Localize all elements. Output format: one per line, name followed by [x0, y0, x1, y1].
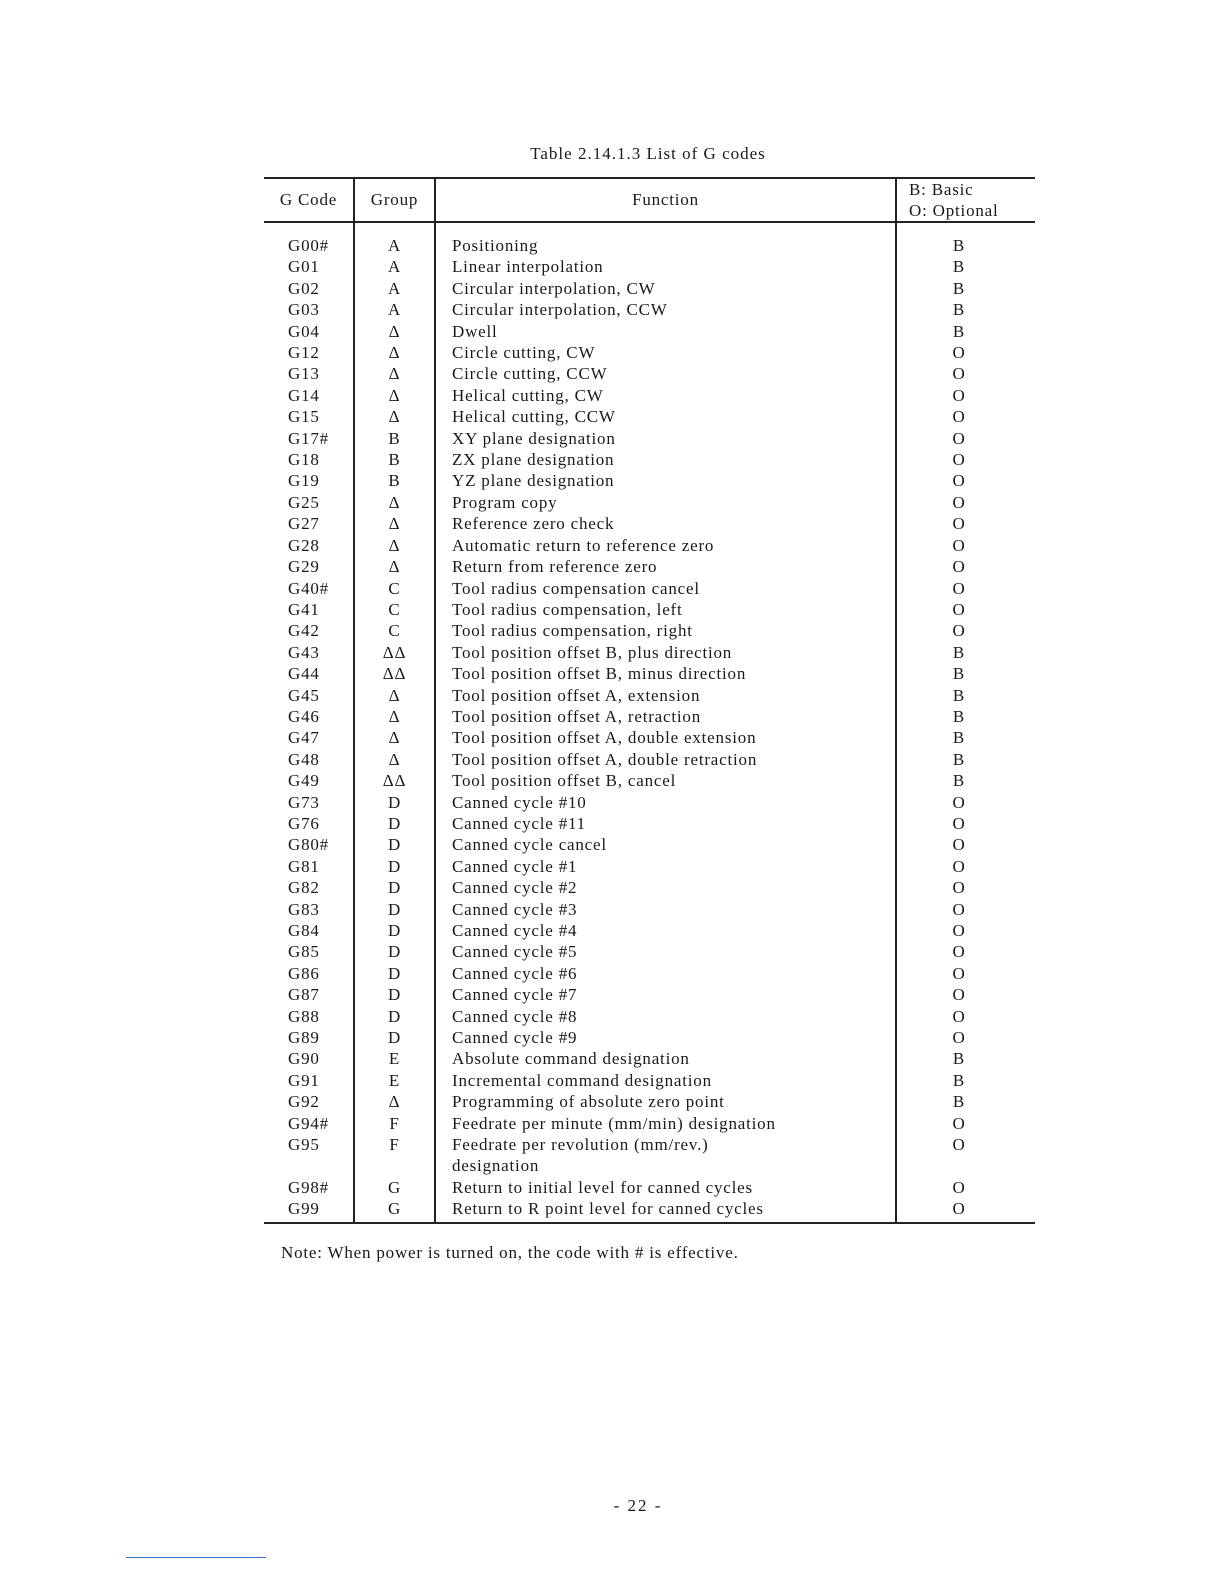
table-row: [264, 385, 1035, 406]
group-cell: ΔΔ: [354, 663, 435, 684]
function-cell: [435, 299, 896, 320]
function-cell: [435, 342, 896, 363]
group-cell: B: [354, 428, 435, 449]
group-cell: Δ: [354, 556, 435, 577]
table-row: [264, 899, 1035, 920]
function-text: Tool position offset A, double retraction: [452, 749, 758, 769]
group-cell: Δ: [354, 492, 435, 513]
function-text: Incremental command designation: [452, 1070, 712, 1090]
basic-optional-cell: B: [896, 685, 1035, 706]
group-cell: G: [354, 1198, 435, 1222]
g-code-cell: G92: [288, 1092, 320, 1112]
function-cell: [435, 321, 896, 342]
basic-optional-cell: O: [896, 599, 1035, 620]
g-code-table: [264, 177, 1035, 1224]
group-cell: D: [354, 877, 435, 898]
function-cell: [435, 1177, 896, 1198]
g-code-cell: G15: [288, 407, 320, 427]
basic-optional-cell: O: [896, 856, 1035, 877]
basic-optional-cell: O: [896, 556, 1035, 577]
group-cell: Δ: [354, 385, 435, 406]
function-cell: [435, 1048, 896, 1069]
group-cell: Δ: [354, 513, 435, 534]
g-code-cell: G84: [288, 921, 320, 940]
g-code-cell: G80#: [288, 835, 329, 855]
basic-optional-cell: B: [896, 749, 1035, 770]
basic-optional-cell: B: [896, 278, 1035, 299]
group-cell: Δ: [354, 406, 435, 427]
function-text: Feedrate per minute (mm/min) designation: [452, 1113, 776, 1133]
function-text-continued: designation: [452, 1156, 540, 1176]
function-text: Tool radius compensation cancel: [452, 578, 700, 598]
g-code-cell: G12: [288, 343, 320, 363]
table-row: [264, 941, 1035, 962]
function-cell: [435, 363, 896, 384]
basic-optional-cell: B: [896, 299, 1035, 320]
table-row: [264, 620, 1035, 641]
table-row: [264, 1091, 1035, 1112]
basic-optional-cell: O: [896, 813, 1035, 834]
group-cell: E: [354, 1048, 435, 1069]
table-row: [264, 792, 1035, 813]
header-function: Function: [435, 178, 896, 222]
function-cell: [435, 1006, 896, 1027]
function-text: Return from reference zero: [452, 557, 658, 577]
table-row: [264, 428, 1035, 449]
group-cell: C: [354, 599, 435, 620]
group-cell: D: [354, 899, 435, 920]
function-cell: [435, 834, 896, 855]
basic-optional-cell: O: [896, 428, 1035, 449]
basic-optional-cell: O: [896, 963, 1035, 984]
function-text: YZ plane designation: [452, 471, 615, 491]
function-text: Tool radius compensation, right: [452, 621, 693, 641]
function-cell: [435, 920, 896, 941]
table-row: [264, 877, 1035, 898]
g-code-cell: G87: [288, 985, 320, 1005]
g-code-cell: G43: [288, 642, 320, 662]
basic-optional-cell: O: [896, 941, 1035, 962]
g-code-cell: G41: [288, 599, 320, 619]
function-cell: [435, 428, 896, 449]
table-row: [264, 299, 1035, 320]
group-cell: D: [354, 963, 435, 984]
footer-rule: [126, 1557, 266, 1558]
function-cell: [435, 1027, 896, 1048]
page-number: - 22 -: [613, 1496, 663, 1515]
table-row: [264, 578, 1035, 599]
g-code-cell: G27: [288, 514, 320, 534]
function-cell: [435, 620, 896, 641]
basic-optional-cell: B: [896, 663, 1035, 684]
function-cell: [435, 792, 896, 813]
table-header: [264, 178, 1035, 222]
function-cell: [435, 963, 896, 984]
group-cell: D: [354, 856, 435, 877]
g-code-cell: G25: [288, 492, 320, 512]
g-code-cell: G86: [288, 963, 320, 983]
table-row: [264, 749, 1035, 770]
function-text: Canned cycle #3: [452, 899, 578, 919]
g-code-cell: G44: [288, 664, 320, 684]
table-row: [264, 470, 1035, 491]
basic-optional-cell: O: [896, 535, 1035, 556]
g-code-cell: G85: [288, 942, 320, 962]
function-text: Canned cycle #5: [452, 942, 578, 962]
function-cell: [435, 556, 896, 577]
basic-optional-cell: O: [896, 1027, 1035, 1048]
g-code-cell: G48: [288, 749, 320, 769]
g-code-cell: G83: [288, 899, 320, 919]
function-cell: [435, 222, 896, 256]
function-cell: [435, 406, 896, 427]
function-cell: [435, 1134, 896, 1177]
basic-optional-cell: B: [896, 222, 1035, 256]
g-code-cell: G18: [288, 450, 320, 470]
basic-optional-cell: O: [896, 492, 1035, 513]
function-text: Circle cutting, CW: [452, 343, 596, 363]
table-row: [264, 963, 1035, 984]
header-basic-optional: [896, 178, 1035, 222]
basic-optional-cell: O: [896, 620, 1035, 641]
g-code-cell: G17#: [288, 428, 329, 448]
function-cell: [435, 1091, 896, 1112]
basic-optional-cell: B: [896, 642, 1035, 663]
g-code-cell: G94#: [288, 1113, 329, 1133]
function-cell: [435, 770, 896, 791]
g-code-cell: G99: [264, 1198, 354, 1222]
function-cell: [435, 749, 896, 770]
group-cell: Δ: [354, 363, 435, 384]
function-cell: [435, 492, 896, 513]
table-row: [264, 492, 1035, 513]
basic-optional-cell: B: [896, 1070, 1035, 1091]
function-cell: [435, 727, 896, 748]
table-row: [264, 770, 1035, 791]
function-text: Canned cycle #2: [452, 878, 578, 898]
g-code-cell: G82: [288, 878, 320, 898]
basic-optional-cell: O: [896, 513, 1035, 534]
function-text: Canned cycle #7: [452, 985, 578, 1005]
table-row: [264, 984, 1035, 1005]
g-code-cell: G03: [288, 300, 320, 320]
function-text: Dwell: [452, 321, 498, 341]
group-cell: Δ: [354, 706, 435, 727]
basic-optional-cell: B: [896, 1091, 1035, 1112]
table-row: [264, 222, 1035, 256]
basic-optional-cell: O: [896, 792, 1035, 813]
group-cell: Δ: [354, 321, 435, 342]
group-cell: D: [354, 1027, 435, 1048]
basic-optional-cell: O: [896, 449, 1035, 470]
basic-optional-cell: O: [896, 834, 1035, 855]
basic-optional-cell: O: [896, 1198, 1035, 1222]
function-cell: [435, 813, 896, 834]
function-text: ZX plane designation: [452, 450, 615, 470]
g-code-cell: G76: [288, 813, 320, 833]
function-text: Circle cutting, CCW: [452, 364, 608, 384]
function-text: Return to R point level for canned cycles: [452, 1199, 764, 1219]
group-cell: F: [354, 1113, 435, 1134]
group-cell: Δ: [354, 342, 435, 363]
table-row: [264, 856, 1035, 877]
function-text: Automatic return to reference zero: [452, 535, 715, 555]
table-row: [264, 642, 1035, 663]
basic-optional-cell: O: [896, 363, 1035, 384]
group-cell: Δ: [354, 535, 435, 556]
function-text: Return to initial level for canned cycles: [452, 1177, 753, 1197]
group-cell: B: [354, 470, 435, 491]
table-row: [264, 1113, 1035, 1134]
basic-optional-cell: B: [896, 770, 1035, 791]
group-cell: D: [354, 834, 435, 855]
group-cell: E: [354, 1070, 435, 1091]
table-row: [264, 599, 1035, 620]
table-row: [264, 1006, 1035, 1027]
basic-optional-cell: B: [896, 706, 1035, 727]
function-text: Canned cycle #11: [452, 813, 586, 833]
g-code-cell: G88: [288, 1006, 320, 1026]
header-g-code: G Code: [264, 178, 354, 222]
function-text: Canned cycle #8: [452, 1006, 578, 1026]
basic-optional-cell: O: [896, 342, 1035, 363]
g-code-cell: G81: [288, 856, 320, 876]
function-cell: [435, 941, 896, 962]
function-text: Circular interpolation, CW: [452, 278, 656, 298]
table-row: [264, 706, 1035, 727]
function-text: Absolute command designation: [452, 1049, 690, 1069]
g-code-cell: G28: [288, 535, 320, 555]
table-row: [264, 663, 1035, 684]
basic-optional-cell: B: [896, 256, 1035, 277]
basic-optional-cell: O: [896, 984, 1035, 1005]
basic-optional-cell: O: [896, 920, 1035, 941]
function-text: Tool position offset A, extension: [452, 685, 701, 705]
g-code-cell: G90: [288, 1049, 320, 1069]
group-cell: ΔΔ: [354, 642, 435, 663]
basic-optional-cell: O: [896, 899, 1035, 920]
g-code-cell: G89: [288, 1028, 320, 1048]
table-row: [264, 1048, 1035, 1069]
g-code-cell: G47: [288, 728, 320, 748]
group-cell: B: [354, 449, 435, 470]
function-cell: [435, 1113, 896, 1134]
table-row: [264, 1027, 1035, 1048]
table-row: [264, 363, 1035, 384]
header-group: Group: [354, 178, 435, 222]
function-text: Tool position offset B, minus direction: [452, 664, 747, 684]
function-cell: [435, 385, 896, 406]
function-text: Helical cutting, CCW: [452, 407, 616, 427]
group-cell: A: [354, 278, 435, 299]
basic-optional-cell: O: [896, 406, 1035, 427]
basic-optional-cell: O: [896, 1006, 1035, 1027]
function-text: Canned cycle #10: [452, 792, 587, 812]
g-code-cell: G42: [288, 621, 320, 641]
basic-optional-cell: O: [896, 1177, 1035, 1198]
table-row: [264, 834, 1035, 855]
group-cell: Δ: [354, 1091, 435, 1112]
basic-optional-cell: O: [896, 470, 1035, 491]
group-cell: Δ: [354, 749, 435, 770]
group-cell: A: [354, 256, 435, 277]
group-cell: C: [354, 620, 435, 641]
table-row: [264, 256, 1035, 277]
function-text: Canned cycle #9: [452, 1028, 578, 1048]
table-row: [264, 449, 1035, 470]
group-cell: F: [354, 1134, 435, 1177]
function-cell: [435, 685, 896, 706]
table-row: [264, 535, 1035, 556]
header-optional-label: O: Optional: [909, 201, 999, 220]
function-cell: [435, 256, 896, 277]
basic-optional-cell: B: [896, 1048, 1035, 1069]
function-text: Canned cycle #1: [452, 856, 578, 876]
function-cell: [435, 578, 896, 599]
function-cell: [435, 1070, 896, 1091]
basic-optional-cell: O: [896, 578, 1035, 599]
g-code-cell: G95: [288, 1135, 320, 1155]
function-cell: [435, 877, 896, 898]
basic-optional-cell: B: [896, 727, 1035, 748]
basic-optional-cell: O: [896, 877, 1035, 898]
table-row: [264, 278, 1035, 299]
table-row: [264, 1134, 1035, 1177]
function-text: Tool position offset A, double extension: [452, 728, 757, 748]
function-text: Tool position offset A, retraction: [452, 706, 702, 726]
function-cell: [435, 856, 896, 877]
function-cell: [435, 899, 896, 920]
g-code-cell: G14: [288, 385, 320, 405]
function-text: Programming of absolute zero point: [452, 1092, 725, 1112]
group-cell: G: [354, 1177, 435, 1198]
g-code-cell: G49: [288, 771, 320, 791]
function-cell: [435, 984, 896, 1005]
group-cell: D: [354, 920, 435, 941]
function-text: Program copy: [452, 492, 558, 512]
g-code-cell: G19: [288, 471, 320, 491]
function-text: Tool radius compensation, left: [452, 599, 683, 619]
table-row: [264, 556, 1035, 577]
basic-optional-cell: B: [896, 321, 1035, 342]
function-cell: [435, 535, 896, 556]
function-text: Linear interpolation: [452, 257, 604, 277]
table-row: [264, 685, 1035, 706]
table-row: [264, 406, 1035, 427]
table-row: [264, 813, 1035, 834]
function-cell: [435, 278, 896, 299]
g-code-cell: G00#: [288, 236, 329, 255]
table-caption: Table 2.14.1.3 List of G codes: [530, 144, 766, 163]
footnote: Note: When power is turned on, the code with # is effective.: [281, 1243, 739, 1262]
function-cell: [435, 470, 896, 491]
group-cell: D: [354, 941, 435, 962]
group-cell: Δ: [354, 685, 435, 706]
table-row: [264, 920, 1035, 941]
basic-optional-cell: O: [896, 1113, 1035, 1134]
g-code-cell: G02: [288, 278, 320, 298]
g-code-cell: G45: [288, 685, 320, 705]
function-text: XY plane designation: [452, 428, 616, 448]
function-cell: [435, 706, 896, 727]
function-text: Canned cycle #4: [452, 921, 578, 940]
g-code-cell: G04: [288, 321, 320, 341]
function-cell: [435, 663, 896, 684]
group-cell: A: [354, 222, 435, 256]
group-cell: C: [354, 578, 435, 599]
header-basic-label: B: Basic: [909, 180, 974, 199]
table-row: [264, 1177, 1035, 1198]
g-code-cell: G29: [288, 557, 320, 577]
table-row: [264, 342, 1035, 363]
basic-optional-cell: O: [896, 385, 1035, 406]
group-cell: D: [354, 1006, 435, 1027]
table-row: [264, 1070, 1035, 1091]
table-body: [264, 222, 1035, 1223]
function-text: Reference zero check: [452, 514, 615, 534]
function-text: Canned cycle cancel: [452, 835, 607, 855]
group-cell: D: [354, 792, 435, 813]
function-cell: [435, 1198, 896, 1222]
function-text: Canned cycle #6: [452, 963, 578, 983]
g-code-cell: G98#: [288, 1177, 329, 1197]
function-text: Positioning: [452, 236, 539, 255]
function-cell: [435, 449, 896, 470]
g-code-cell: G46: [288, 706, 320, 726]
group-cell: D: [354, 984, 435, 1005]
table-row: [264, 513, 1035, 534]
function-cell: [435, 642, 896, 663]
group-cell: A: [354, 299, 435, 320]
function-text: Tool position offset B, cancel: [452, 771, 677, 791]
table-row: [264, 727, 1035, 748]
table-row: [264, 1198, 1035, 1222]
function-cell: [435, 599, 896, 620]
group-cell: Δ: [354, 727, 435, 748]
table-row: [264, 321, 1035, 342]
group-cell: D: [354, 813, 435, 834]
function-text: Circular interpolation, CCW: [452, 300, 668, 320]
g-code-cell: G40#: [288, 578, 329, 598]
function-text: Tool position offset B, plus direction: [452, 642, 733, 662]
basic-optional-cell: O: [896, 1134, 1035, 1177]
g-code-cell: G91: [288, 1070, 320, 1090]
function-text: Helical cutting, CW: [452, 385, 604, 405]
g-code-cell: G13: [288, 364, 320, 384]
function-text: Feedrate per revolution (mm/rev.): [452, 1135, 709, 1155]
g-code-cell: G73: [288, 792, 320, 812]
g-code-cell: G01: [288, 257, 320, 277]
group-cell: ΔΔ: [354, 770, 435, 791]
function-cell: [435, 513, 896, 534]
